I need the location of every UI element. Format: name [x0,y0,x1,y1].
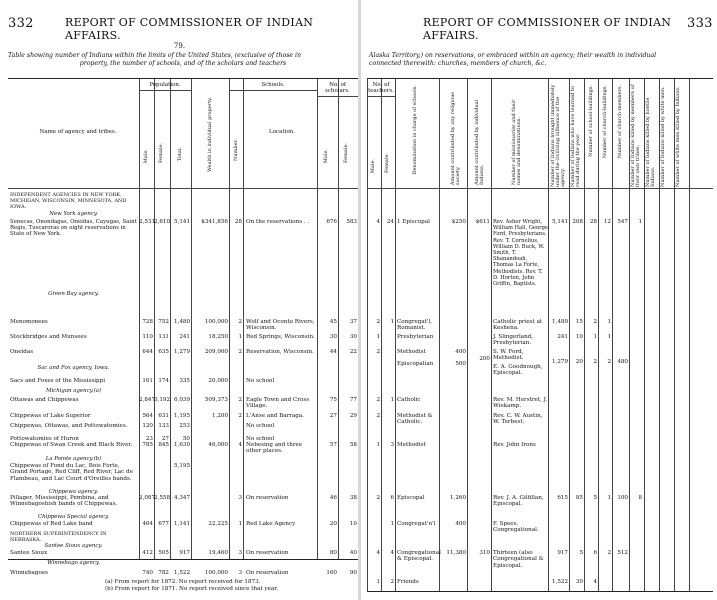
cell-wealth: 509,373 [204,397,228,403]
left-running-head: REPORT OF COMMISSIONER OF INDIAN AFFAIRS. [65,16,314,42]
cell-sb: 28 [589,219,597,225]
cell-male: 23 [145,436,153,442]
cell-society: 1,260 [449,495,466,501]
header-sch-female: Female. [343,143,349,164]
cell-num: 3 [238,550,242,556]
cell-female: 782 [158,570,169,576]
cell-brought: 1,480 [551,319,568,325]
cell-total: 5,195 [173,463,190,469]
header-total: Total. [177,147,183,162]
cell-female: 505 [158,550,169,556]
cell-brought: 1,279 [551,359,568,365]
row-name: Chippewas of Red Lake band [10,521,93,527]
subheading-winnebago: Winnebago agency. [47,560,100,566]
cell-female: 752 [158,319,169,325]
cell-cb: 1 [607,334,611,340]
cell-denom: Congregat'l, Romanist. [397,319,433,332]
cell-s-female: 22 [349,349,357,355]
col-rule [439,79,440,591]
cell-missionaries: F. Spees, Congregational. [493,521,539,534]
header-male: Male. [143,149,149,164]
cell-society: 500 [455,361,466,367]
subheading-sac-fox: Sac and Fox agency, Iowa. [37,365,110,371]
cell-t-female: 4 [390,550,394,556]
header-location: Location. [269,129,295,135]
cell-s-male: 57 [329,442,337,448]
cell-male: 740 [142,570,153,576]
cell-s-female: 30 [349,334,357,340]
row-name: Santee Sioux [10,550,48,556]
cell-denom: 1 Episcopal [397,219,430,225]
cell-t-female: 24 [386,219,394,225]
cell-sb: 2 [593,359,597,365]
row-name: Menomonees [10,319,48,325]
cell-missionaries: Thirteen (also Congregational & Episcopal. [493,550,544,569]
cell-missionaries: J. Slingerland, Presbyterian. [493,334,534,347]
cell-s-male: 30 [329,334,337,340]
cell-missionaries: Catholic priest at Keshena. [493,319,543,332]
header-rule [367,188,713,189]
cell-s-male: 45 [329,319,337,325]
cell-female: 2,558 [154,495,171,501]
cell-sb: 4 [593,579,597,585]
cell-total: 50 [182,436,190,442]
header-population: Population. [149,82,181,88]
cell-wealth: 22,225 [208,521,228,527]
col-rule [243,79,244,559]
table-number: 79. [173,42,186,50]
cell-s-male: 27 [329,413,337,419]
cell-brought: 1,522 [551,579,568,585]
header-sch-male: Male. [323,149,329,164]
cell-cm: 512 [617,550,628,556]
left-page-number: 332 [8,16,34,31]
cell-t-female: 1 [390,319,394,325]
cell-wealth: 19,460 [208,550,228,556]
cell-s-female: 40 [349,550,357,556]
cell-total: 6,039 [173,397,190,403]
footnote-a: (a) From report for 1872. No report received for 1873. [105,579,261,585]
cell-wealth: 100,000 [204,319,228,325]
cell-location: Eagle Town and Cross Village. [246,397,310,410]
header-killed-white: Number of Indians killed by white men. [660,86,666,187]
cell-cm: 100 [617,495,628,501]
cell-s-male: 160 [326,570,337,576]
cell-num: 3 [238,570,242,576]
header-scholars: No. of scholars. [325,82,350,94]
cell-read: 30 [575,579,583,585]
cell-cm: 547 [617,219,628,225]
cell-denom: Friends [397,579,419,585]
cell-location: Wolf and Oconto Rivers, Wisconsin. [246,319,315,332]
row-name: Chippewas of Lake Superior [10,413,91,419]
cell-male: 110 [142,334,153,340]
header-missionaries: Number of missionaries and their names and denominations. [511,99,522,185]
cell-total: 5,141 [173,219,190,225]
cell-t-male: 1 [376,334,380,340]
cell-male: 412 [142,550,153,556]
cell-brought: 241 [557,334,568,340]
row-name: Pillager, Mississippi, Pembina, and Winnebagoshish bands of Chippewas. [10,495,118,508]
header-learned-read: Number of Indians who have learned to read during the year. [570,86,581,187]
cell-indian: 310 [479,550,490,556]
cell-female: 27 [161,436,169,442]
rule [229,90,317,91]
cell-t-male: 2 [376,413,380,419]
cell-female: 131 [158,334,169,340]
cell-missionaries: Rev. Asher Wright, William Hall, George Ford, Presbyterians. Rev. T. Cornelius, William D. Buck, W. Smith, T. Shanandoah, Thomas La Forte, Methodists. Rev. T. D. Horton, John Griffin, Baptists. [493,219,548,288]
cell-male: 2,531 [139,219,156,225]
cell-cb: 2 [607,359,611,365]
section-heading-2: NORTHERN SUPERINTENDENCY IN NEBRASKA. [10,531,107,543]
cell-denom: Congregat'n'l [397,521,436,527]
header-t-male: Male. [370,159,376,174]
cell-female: 2,610 [154,219,171,225]
cell-s-female: 77 [349,397,357,403]
cell-female: 635 [158,349,169,355]
cell-s-female: 583 [346,219,357,225]
cell-read: 20 [575,359,583,365]
cell-total: 253 [179,423,190,429]
cell-missionaries: Rev. John Irons [493,442,536,448]
header-rule [8,188,358,189]
cell-sb: 2 [593,319,597,325]
cell-location: On reservation [246,550,289,556]
cell-wealth: 18,250 [208,334,228,340]
subheading-chippewa: Chippewa agency. [48,489,99,495]
cell-t-male: 2 [376,319,380,325]
cell-s-male: 75 [329,397,337,403]
cell-society: 400 [455,349,466,355]
cell-cb: 1 [607,319,611,325]
cell-total: 4,347 [173,495,190,501]
cell-num: 1 [238,334,242,340]
cell-denom: Episcopalian [397,361,434,367]
cell-s-male: 20 [329,521,337,527]
cell-brought: 5,141 [551,219,568,225]
cell-location: Nebesing and three other places. [246,442,303,455]
cell-denom: Catholic [397,397,421,403]
cell-wealth: 209,000 [204,349,228,355]
right-running-head: REPORT OF COMMISSIONER OF INDIAN AFFAIRS. [423,16,672,42]
cell-male: 644 [142,349,153,355]
header-teachers: No. of teachers. [368,82,394,94]
right-caption-line-1: Alaska Territory,) on reservations, or embraced within an agency; their wealth in individual [369,52,657,59]
row-name: Pottowatomies of Huron [10,436,79,442]
header-church-buildings: Number of church-buildings. [602,85,608,159]
cell-female: 845 [158,442,169,448]
cell-indian: 200 [479,356,490,362]
cell-missionaries: Rev. J. A. Gilfillan, Episcopal. [493,495,544,508]
cell-t-female: 3 [390,442,394,448]
cell-s-female: 10 [349,521,357,527]
cell-denom: Presbyterian [397,334,434,340]
cell-t-male: 2 [376,397,380,403]
left-caption [8,52,358,68]
cell-s-female: 38 [349,495,357,501]
cell-cb: 1 [607,495,611,501]
cell-total: 1,141 [173,521,190,527]
cell-s-male: 46 [329,495,337,501]
footnote-b: (b) From report for 1871. No report received since that year. [105,586,279,592]
cell-male: 728 [142,319,153,325]
cell-denom: Methodist [397,442,426,448]
rule [317,96,358,97]
subheading-chippewa-special: Chippewa Special agency. [37,514,110,520]
right-table [367,78,713,592]
header-wealth: Wealth in individual property. [207,97,213,173]
cell-male: 161 [142,378,153,384]
cell-k1: 8 [638,495,642,501]
left-caption-line-2: property, the number of schools, and of the scholars and teachers [79,60,287,67]
cell-location: No school [246,436,275,442]
right-caption-line-2: connected therewith: churches, members of church, &c. [369,60,547,67]
header-contrib-indian: Amount contributed by individual Indians. [474,99,485,185]
cell-female: 174 [158,378,169,384]
cell-k1: 1 [638,219,642,225]
cell-num: 2 [238,413,242,419]
cell-denom: Congregational & Episcopal. [397,550,441,563]
cell-male: 564 [142,413,153,419]
col-rule [467,79,468,591]
cell-t-male: 4 [376,550,380,556]
subheading-la-pointe: La Pointe agency.(b) [45,456,102,462]
cell-sb: 6 [593,550,597,556]
cell-num: 4 [238,442,242,448]
subheading-new-york: New York agency. [49,211,98,217]
cell-num: 28 [234,219,242,225]
cell-read: 208 [572,219,583,225]
cell-male: 2,847 [139,397,156,403]
cell-location: No school [246,423,275,429]
cell-missionaries: Rev. M. Herstret, J. Wiekamp. [493,397,548,410]
cell-cb: 12 [603,219,611,225]
cell-total: 917 [179,550,190,556]
cell-wealth: 100,000 [204,570,228,576]
row-name: Winnebagoes [10,570,49,576]
right-page-number: 333 [687,16,713,31]
row-name: Senecas, Onondagas, Oneidas, Cayugas, Saint Regis, Tuscaroras on eight reservations in State of New York. [10,219,137,238]
cell-total: 241 [179,334,190,340]
row-name: Oneidas [10,349,34,355]
cell-sb: 1 [593,334,597,340]
row-name: Chippewas, Ottawas, and Pottowatomies. [10,423,128,429]
cell-female: 133 [158,423,169,429]
cell-female: 677 [158,521,169,527]
cell-total: 1,195 [173,413,190,419]
cell-wealth: 20,000 [208,378,228,384]
cell-num: 2 [238,397,242,403]
cell-cm: 480 [617,359,628,365]
header-agency: Name of agency and tribes. [39,129,117,135]
header-number: Number. [233,139,239,161]
cell-location: Reservation, Wisconsin. [246,349,314,355]
col-rule [395,79,396,591]
cell-total: 335 [179,378,190,384]
cell-wealth: 46,000 [208,442,228,448]
cell-t-female: 1 [390,397,394,403]
cell-missionaries: S. W. Ford, Methodist. [493,349,524,362]
cell-missionaries: Rev. C. W. Austin, W. Terbest. [493,413,543,426]
cell-t-female: 1 [390,521,394,527]
cell-t-female: 6 [390,495,394,501]
cell-denom: Methodist & Catholic. [397,413,433,426]
cell-total: 1,279 [173,349,190,355]
cell-t-male: 1 [376,442,380,448]
header-female: Female. [158,143,164,164]
subheading-green-bay: Green Bay agency. [48,291,99,297]
subheading-santee: Santee Sioux agency. [44,543,103,549]
cell-read: 10 [575,334,583,340]
header-t-female: Female. [384,153,390,174]
cell-s-male: 44 [329,349,337,355]
cell-total: 1,630 [173,442,190,448]
header-church-members: Number of church-members. [617,85,623,159]
cell-location: Red Lake Agency [246,521,296,527]
cell-s-female: 29 [349,413,357,419]
rule [139,90,191,91]
section-heading-1: INDEPENDENT AGENCIES IN NEW YORK, MICHIGAN, WISCONSIN, MINNESOTA, AND IOWA. [10,192,127,210]
header-denomination: Denomination in charge of schools. [412,85,418,175]
cell-brought: 917 [557,550,568,556]
row-name: Stockbridges and Munsees [10,334,87,340]
col-rule [612,79,613,591]
cell-t-male: 4 [376,219,380,225]
cell-num: 3 [238,495,242,501]
row-name: Ottawas and Chippewas [10,397,79,403]
cell-s-male: 80 [329,550,337,556]
cell-total: 1,522 [173,570,190,576]
left-table [8,78,358,560]
header-white-killed: Number of white men killed by Indians. [675,86,681,187]
cell-society: 11,380 [446,550,466,556]
row-name: Chippewas of Swan Creek and Black River. [10,442,133,448]
cell-t-male: 2 [376,495,380,501]
header-schools: Schools. [261,82,285,88]
cell-read: 15 [575,319,583,325]
cell-t-male: 2 [376,349,380,355]
cell-read: 5 [579,550,583,556]
cell-location: Red Springs, Wisconsin. [246,334,315,340]
cell-read: 85 [575,495,583,501]
cell-location: No school [246,378,275,384]
cell-missionaries: E. A. Goodnough, Episcopal. [493,364,543,377]
cell-num: 2 [238,349,242,355]
cell-denom: Episcopal [397,495,425,501]
cell-location: On reservation [246,570,289,576]
cell-s-female: 90 [349,570,357,576]
header-school-buildings: Number of school-buildings. [588,85,594,157]
header-contrib-society: Amount contributed by any religious society. [450,92,461,185]
cell-society: $250 [451,219,466,225]
cell-male: 464 [142,521,153,527]
cell-male: 785 [142,442,153,448]
cell-location: On reservation [246,495,289,501]
cell-male: 2,087 [139,495,156,501]
cell-s-female: 37 [349,319,357,325]
col-rule [381,79,382,591]
cell-wealth: 1,200 [211,413,228,419]
cell-location: On the reservations . . [246,219,310,225]
cell-location: L'Anse and Barraga. [246,413,304,419]
row-name: Sacs and Foxes of the Mississippi [10,378,105,384]
col-rule [491,79,492,591]
right-caption [369,52,714,68]
right-page [361,0,717,600]
cell-indian: $611 [475,219,490,225]
cell-total: 1,480 [173,319,190,325]
cell-female: 3,192 [154,397,171,403]
cell-male: 120 [142,423,153,429]
cell-s-female: 58 [349,442,357,448]
cell-society: 400 [455,521,466,527]
header-killed-members: Number of Indians killed by members of their own tribes. [630,84,641,187]
header-brought-in: Number of Indians brought immediately under the civilizing influence of the agency. [550,84,566,187]
cell-wealth: $341,856 [201,219,228,225]
cell-num: 1 [238,521,242,527]
cell-num: 2 [238,319,242,325]
cell-t-female: 2 [390,579,394,585]
cell-female: 631 [158,413,169,419]
left-caption-line-1: Table showing number of Indians within the limits of the United States, (exclusive of those in [8,52,301,59]
subheading-michigan: Michigan agency.(a) [45,388,102,394]
row-name: Chippewas of Fond du Lac, Bois Forte, Grand Portage, Red Cliff, Red River, Lac de Flambeau, and Lac Court d'Oreilles bands. [10,463,133,482]
rule [367,96,395,97]
header-killed-hostile: Number of Indians killed by hostile Indians. [645,97,656,187]
col-rule [689,79,690,591]
cell-sb: 5 [593,495,597,501]
cell-t-male: 1 [376,579,380,585]
cell-brought: 615 [557,495,568,501]
cell-denom: Methodist [397,349,426,355]
cell-s-male: 676 [326,219,337,225]
cell-cb: 2 [607,550,611,556]
